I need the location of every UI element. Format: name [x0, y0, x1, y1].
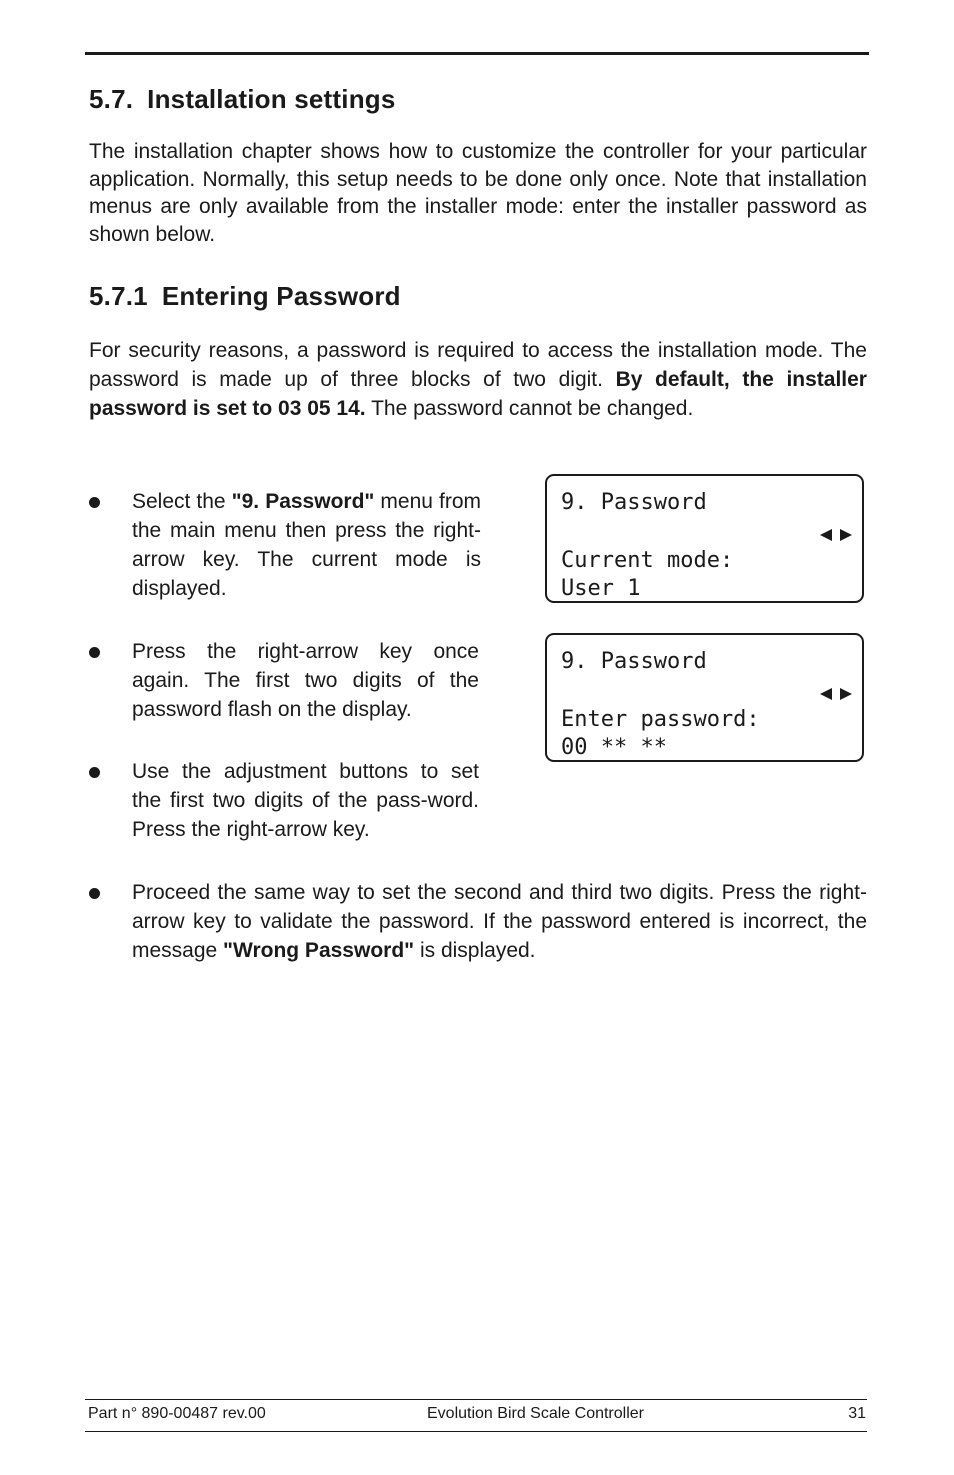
left-right-arrows-icon — [818, 686, 854, 702]
lcd-display-current-mode — [545, 474, 864, 603]
lcd-display-enter-password — [545, 633, 864, 762]
left-right-arrows-icon — [818, 527, 854, 543]
step-text-pre: Select the — [132, 490, 232, 513]
bullet-icon — [89, 647, 100, 658]
lcd-line-1: 9. Password — [561, 649, 707, 674]
security-text-2: The password cannot be changed. — [365, 397, 694, 420]
step-text-bold: "9. Password" — [231, 490, 375, 513]
security-text-1: For security reasons, a password is required to access the installation mode. The password is made up of three blocks of two digit. — [89, 339, 867, 391]
step-text — [132, 487, 481, 603]
lcd-line-4: 00 ** ** — [561, 735, 667, 760]
bullet-icon — [89, 767, 100, 778]
bullet-icon — [89, 497, 100, 508]
security-paragraph — [89, 336, 867, 423]
subsection-number: 5.7.1 — [89, 281, 148, 311]
lcd-line-1: 9. Password — [561, 490, 707, 515]
subsection-heading — [89, 281, 401, 312]
step-text-pre: Proceed the same way to set the second and third two digits. Press the right-arrow key to validate the password. If the password entered is incorrect, the message — [132, 881, 867, 962]
footer-part-number: Part n° 890-00487 rev.00 — [88, 1405, 266, 1422]
step-text-post: menu from the main menu then press the right-arrow key. The current mode is displayed. — [132, 490, 481, 600]
section-title: Installation settings — [147, 84, 396, 114]
default-password-note: By default, the installer password is set to 03 05 14. — [89, 368, 867, 420]
footer-rule-bottom — [85, 1431, 867, 1432]
step-text-bold: "Wrong Password" — [223, 939, 415, 962]
footer-page-number: 31 — [848, 1405, 866, 1422]
intro-paragraph: The installation chapter shows how to customize the controller for your particular application. Normally, this setup needs to be done only once. Note that installation menus are only available from the installer mode: enter the installer password as shown below. — [89, 140, 867, 246]
lcd-line-3: Current mode: — [561, 548, 734, 573]
lcd-line-4: User 1 — [561, 576, 641, 601]
step-text-post: is displayed. — [414, 939, 536, 962]
subsection-title: Entering Password — [161, 281, 401, 311]
step-text: Use the adjustment buttons to set the first two digits of the pass-word. Press the right-arrow key. — [132, 760, 479, 841]
lcd-line-3: Enter password: — [561, 707, 760, 732]
top-rule — [85, 52, 869, 55]
section-number: 5.7. — [89, 84, 134, 114]
footer-rule-top — [85, 1399, 867, 1400]
bullet-icon — [89, 888, 100, 899]
section-heading — [89, 84, 396, 115]
step-text: Press the right-arrow key once again. The first two digits of the password flash on the display. — [132, 640, 479, 721]
step-text — [132, 878, 867, 965]
footer-product-name: Evolution Bird Scale Controller — [427, 1405, 644, 1422]
